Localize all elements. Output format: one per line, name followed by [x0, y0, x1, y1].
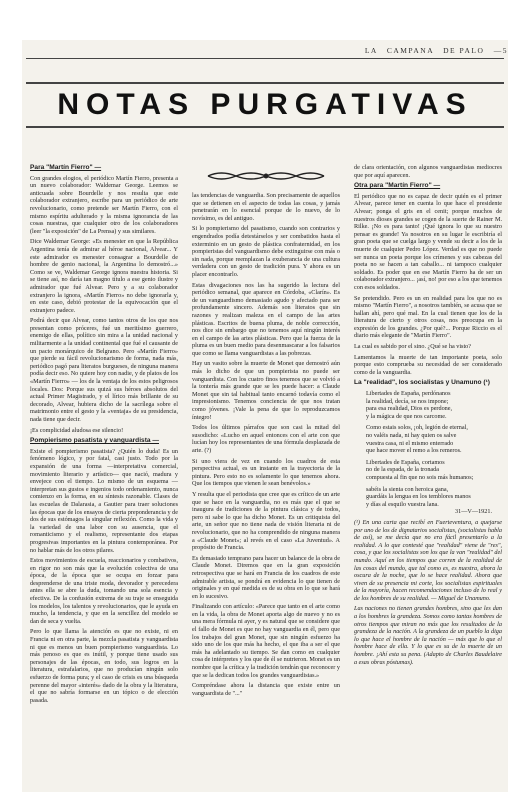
paragraph: Podrá decir que Alvear, como tantos otros de los que nos presentan como próceres, fué un meritísimo guerrero, enemigo de ellas, político sin mira a la unidad nacional y militarmente a la unidad continental que fué el causante de un pacto monárquico de Belgrano. Pero «Martín Fierro» que pierde su fácil revolucionarismo de forma, nada más, periódico pagó para literatos burgueses, de ninguna manera podía decir eso. No quiere hoy con nadie, y de platos de los «Martín Fierro» — los de la ventaja de los estos peligrosos locales. Dos: Porque sus quizá sus héroes absolutos del actual Primer Magistrado, y el lírico más brillante de su decorado, Alvear, hubiera dicho de la sacrílega sobre el matrimonio entre el gesto y la «ventaja» de su presidencia, nada tiene que decir. — [30, 317, 178, 423]
section-heading-martin-fierro: Para "Martín Fierro" — — [30, 164, 102, 171]
paragraph: Estas divagaciones nos las ha sugerido la lectura del periódico semanal, que aparece en Córdoba, «Clarín». Es de un vanguardismo demasiado agudo y afectado para ser profundamente sincero. Además son literatos que sin razones y realizan maleza en el campo de las artes plásticas. Escritos de buena pluma, de noble corrección, nos dice sin embargo que no tenemos aquí ningún interés en el campo de las artes plásticas. Pero que la fuerza de la pluma es un buen medio para desenmascarar a los falsarios que como se llama vanguardistas a las pobrezas. — [192, 281, 340, 357]
ornament-divider-icon — [206, 170, 326, 182]
paragraph: El periódico que no es capaz de decir quién es el primer Alvear, parece tener en cuenta lo que hace el presidente Alvear; ponga el gris en el cenit; porque muchos de nuestros dioses grandes se cogen de la suerte de Rainer M. Rilke. ¡No es para tanto! ¡Qué ignora lo que su nuestro pensar es grande! Ya nosotros en su lugar le escribiría el gran poeta que se cuelga largo y vende su decir a los de la muerte de cualquier Pedro López. Verdad es que no puede ser nunca un poeta porque los crímenes y sus cabezas del poeta no se hacen a tan caballo... ni tampoco cualquier soldado. Es poder que en ese Martín Fierro ha de ser un colaborador extranjero... ¡así, no! por eso a los que tenemos con esos soldados. — [354, 192, 502, 291]
poem-date: 31—V—1921. — [455, 508, 492, 516]
paragraph: Si lo pompierismo del pasatismo, cuando son contrarios y engendrados podía detestárselos y ser combatidos hasta el exterminio en un gesto de plástica confraternidad, en los pompieristas del vanguardismo debe extinguirse con más o sin nada, porque reemplazan la exuberancia de una cultura verdadera con un gesto de tradición pura. Y ahora es un placer encontrarlo. — [192, 225, 340, 278]
paragraph: Finalizando con artículo: «Parece que tanto en el arte como en la vida, la obra de Monet aporta algo de nuevo y no es una mera fórmula ni ayer, y es natural que se considere que el fallo de Monet es que no hay vanguardia en él, pero que los trabajos del gran Monet, que sin ningún esfuerzo ha sido uno de los que más ha hecho, el que iba a ser el que más ha adelantado su tiempo. Se dan como en cualquier cosa de intérpretes y los que de él se nutrieron. Monet es un nombre que la crítica y la tradición tendrán que reconocer y que se la dedican todos los grandes vanguardistas.» — [192, 603, 340, 679]
verse-line: la realidad, decía, se nos impone; — [366, 397, 449, 405]
header-rule — [26, 58, 504, 59]
verse-line: no valéis nada, ni hay quien os salve — [366, 432, 457, 439]
column-2 — [192, 164, 340, 700]
paragraph: Pero lo que llama la atención es que no existe, ni en Francia ni en otra parte, la mezcla pasatista y vanguardista ni que es menos un buen pompierismo vanguardista. Lo más penoso es que es inútil, y porque tiene usado sus personajes de las épocas, en todo, sus logros en la literatura, estrafalarios, que no producían ningún solo esfuerzo de forma pura; y el caso de crisis es una búsqueda perenne del mayor «interés» dado de la obra y la literatura, el que no sabría formarse en un tópico o de elección pasada. — [30, 628, 178, 704]
verse-line: sabéis la sienta con heroica gana, — [366, 485, 449, 493]
header-word-de-palo: DE PALO — [443, 46, 485, 55]
paragraph: Y resulta que el periodista que cree que es crítico de un arte que se hace en la vanguardia, no es más que el que se inaugura de tradiciones de la pintura clásica y de todos, pero ni sabe lo que ha dicho Monet. Es un critiquista del arte, un señor que no tiene nada de visión literaria ni de revolucionario, que no ha comprendido de ninguna manera a «Claude Monet»; al revés en el caso «La Juventud». A propósito de Francia. — [192, 490, 340, 552]
paragraph: Compréndase ahora la distancia que existe entre un vanguardista de "..." — [192, 682, 340, 697]
verse-line: y días al esquilo vuestra lana. — [366, 500, 439, 508]
running-header — [22, 46, 508, 56]
paragraph: Lamentamos la muerte de tan importante poeta, solo porque esto comprueba su necesidad de ser considerado como de la vanguardia. — [354, 353, 502, 376]
title-rule-top — [26, 82, 504, 84]
verse-line: vuestra casa, ni el mismo enterrado — [366, 439, 454, 447]
verse-line: Libertades de España, perdónanos — [366, 390, 451, 398]
verse-line: Libertades de España, cortamos — [366, 458, 445, 466]
verse-line: guardáis la lengua en los temblores manos — [366, 493, 471, 501]
paragraph: Es demasiado temprano para hacer un balance de la obra de Claude Monet. Diremos que en la gran exposición retrospectiva que se hará en Francia de los cuadros de este admirable artista, se pondrá en evidencia lo que tienen de originales y en qué medida es de su obra en lo que se hará en lo sucesivo. — [192, 554, 340, 600]
section-heading-otra-martin-fierro: Otra para "Martín Fierro" — — [354, 182, 441, 190]
verse-line: y la mágica de que nos carcome. — [366, 412, 447, 420]
paragraph: Dice Waldemar George: «Es menester en que la República Argentina tenía de admirar al héroe nacional, Alvear... Y este admirador es menester consagrar a Bourdelle de hombre de genio nacional, la Argentina lo demostró...» Como se ve, Waldemar George ignora nuestra historia. Si se tiene así, no daría tan magno título a ese genio ilustre y admirador que fué Alvear. Pero y a su colaborador extranjero la ignora, «Martín Fierro» no debe ignorarla y, en este caso, debió protestar de la equivocación que el extranjero padece. — [30, 238, 178, 314]
page-number: —5 — [493, 46, 508, 55]
poem — [354, 390, 502, 508]
paragraph: Hay un vasito sobre la muerte de Monet que demostró aún más lo dicho de que un pompierista no puede ser vanguardista. Con los cuatro finos tenemos que se volvió a la tontería más grande que se les puede hacer: a Claude Monet que sin tal habitual tanto encarnó todavía como el impresionismo. Tenemos conciencia de que nos tratan como jóvenes. ¡Vale la pena de que lo reproduzcamos íntegro! — [192, 360, 340, 421]
closing-quote: Las naciones no tienen grandes hombres, sino que les dan a los hombres la grandeza. Somos como tantas hombres de otros tiempos que miran no más que los resultados de la grandeza de la nación. A la grandeza de un pueblo la diga lo que hace el hombre de la nación — más que lo que el hombre hace de ella. Y lo que es su de la muerte de un hombre. ¡Ahí esta su pena. (Adapto de Charles Baudelaire a esas obras póstumas). — [354, 605, 502, 666]
verse-line: no de la espada, de la tronada — [366, 466, 440, 474]
column-3 — [354, 164, 502, 669]
paragraph: Existe el pompierismo pasatista? ¿Quién lo duda! Es un fenómeno lógico, y por fatal, casi justo. Todo por la expansión de una forma —interpretativa comercial, movimiento literario y artístico— que nació, madura y envejece con el tiempo. Lo mismo de un esquema — interpretan sus gustos e ingenios todo ordenamiento, nunca comienzo en la forma, en su síntesis razonable. Clases de las escuelas de Dalarasia, a Gautier para traer soluciones las épocas que de los ensayos de cierta preponderancia y de dos de sus estómagos la singular reflexión. Como la vida y la variedad de una labor con su ausencia, que el romanticismo y el realismo, representante dos etapas progresivas importantes en la pintura contemporánea. Por no hablar más de los otros pilares. — [30, 447, 178, 554]
magazine-page — [22, 40, 508, 792]
verse-line: Como estais solos, ¡oh, legión de eternal, — [366, 424, 468, 432]
paragraph: La cual es sabido por el sino. ¿Qué se ha visto? — [354, 343, 472, 351]
page-title: NOTAS PURGATIVAS — [57, 88, 473, 121]
verse-line: que hace mover el remo a los remeros. — [366, 447, 462, 455]
header-word-campana: CAMPANA — [386, 46, 434, 55]
paragraph: las tendencias de vanguardia. Son precisamente de aquellos que se detienen en el aspecto de todas las cosas, y jamás penetrarán en lo esencial porque de lo nuevo, de lo novísimo, es del antiguo. — [192, 192, 340, 222]
verse-line: para esa realidad, Dios es perdone, — [366, 405, 453, 413]
paragraph: Si uno viera de vez en cuando los cuadros de esta perspectiva actual, es un instante en la trayectoria de la pintura. Pero esto no es solamente lo que tenemos ahora. Que los tiempos que vienen le sean benévolos.» — [192, 457, 340, 488]
paragraph: ¡Es complicidad aludosa ese silencio! — [30, 426, 124, 434]
paragraph: Estos movimientos de escuela, reaccionarios y combativos, en rigor no son más que la evolución colectiva de una época, de la época que se ocupa en forzar para desprenderse de una triste moda, devorador y perecedera antes ella se abre la duda, tomando una sola esencia y efectiva. De la confusión extrema de su traje se enseguida los modelos, los talentos y revolucionarios, que le ayuda en mucho, la tendencia, y que en la sencillez del modelo se dan de seca y vuelta. — [30, 557, 178, 625]
verse-line: compuesta al fin que no sois más humanos; — [366, 473, 474, 481]
paragraph: Con grandes elogios, el periódico Martín Fierro, presenta a un nuevo colaborador: Waldemar George. Leemos se anticuada sobre Bourdelle y nos resulta que este colaborador extranjero, escribe para un periódico de arte revolucionario, como pretende ser Martín Fierro, con el mismo espíritu adulterado y la misma ignorancia de las cosas nuestras, que cualquier otro de los colaboradores (leer "la exposición" de La Prensa) y sus similares. — [30, 174, 178, 235]
paragraph: Se pretendido. Pero es un en realidad para los que no es mismo "Martín Fierro", a nosotros también, se acusa que se hallan ahí, pero qué mal. En la cual tienen que los de la literatura de cierto y otros cosas, nos preocupa en la expresión de los grandes. ¿Por qué?... Porque Riccio es el diario más elegante de "Martín Fierro". — [354, 294, 502, 340]
column-1 — [30, 164, 178, 707]
header-word-la: LA — [364, 46, 378, 55]
section-heading-pompierismo: Pompierismo pasatista y vanguardista — — [30, 437, 159, 445]
section-heading-realidad-unamuno: La "realidad", los socialistas y Unamuno (¹) — [354, 379, 490, 387]
paragraph: de clara orientación, con algunos vanguardistas mediocres que por aquí aparecen. — [354, 164, 502, 179]
title-rule-bottom — [26, 126, 504, 128]
paragraph: Todos los últimos párrafos que son casi la mitad del susodicho: «Lucho en aquel entonces con el arte con que lucían hoy los representantes de una fórmula desplazada de arte. (?) — [192, 424, 340, 454]
footnote: (¹) En una carta que recibí en Fuerteventura, a quejarse por uno de los de dignatarios socialistas, (socialistas habla de así), se me decía que no era fácil presentarlo a la realidad. A lo que contesté que "realidad" viene de "res", cosa, y que los socialistas son los que la van "realidad" del mundo. Aquí en los tiempos que corren de la realidad de las cosas del mundo, que tal como es, es nuestra, ahora la oscura de la noche, que lo se hace realidad. Ahora que viven de su presencia mi corte, los socialistas espirituales de la mayoría, hacen recomendaciones incluso de lo real y de los hombres de su realidad. — Miguel de Unamuno. — [354, 518, 502, 602]
